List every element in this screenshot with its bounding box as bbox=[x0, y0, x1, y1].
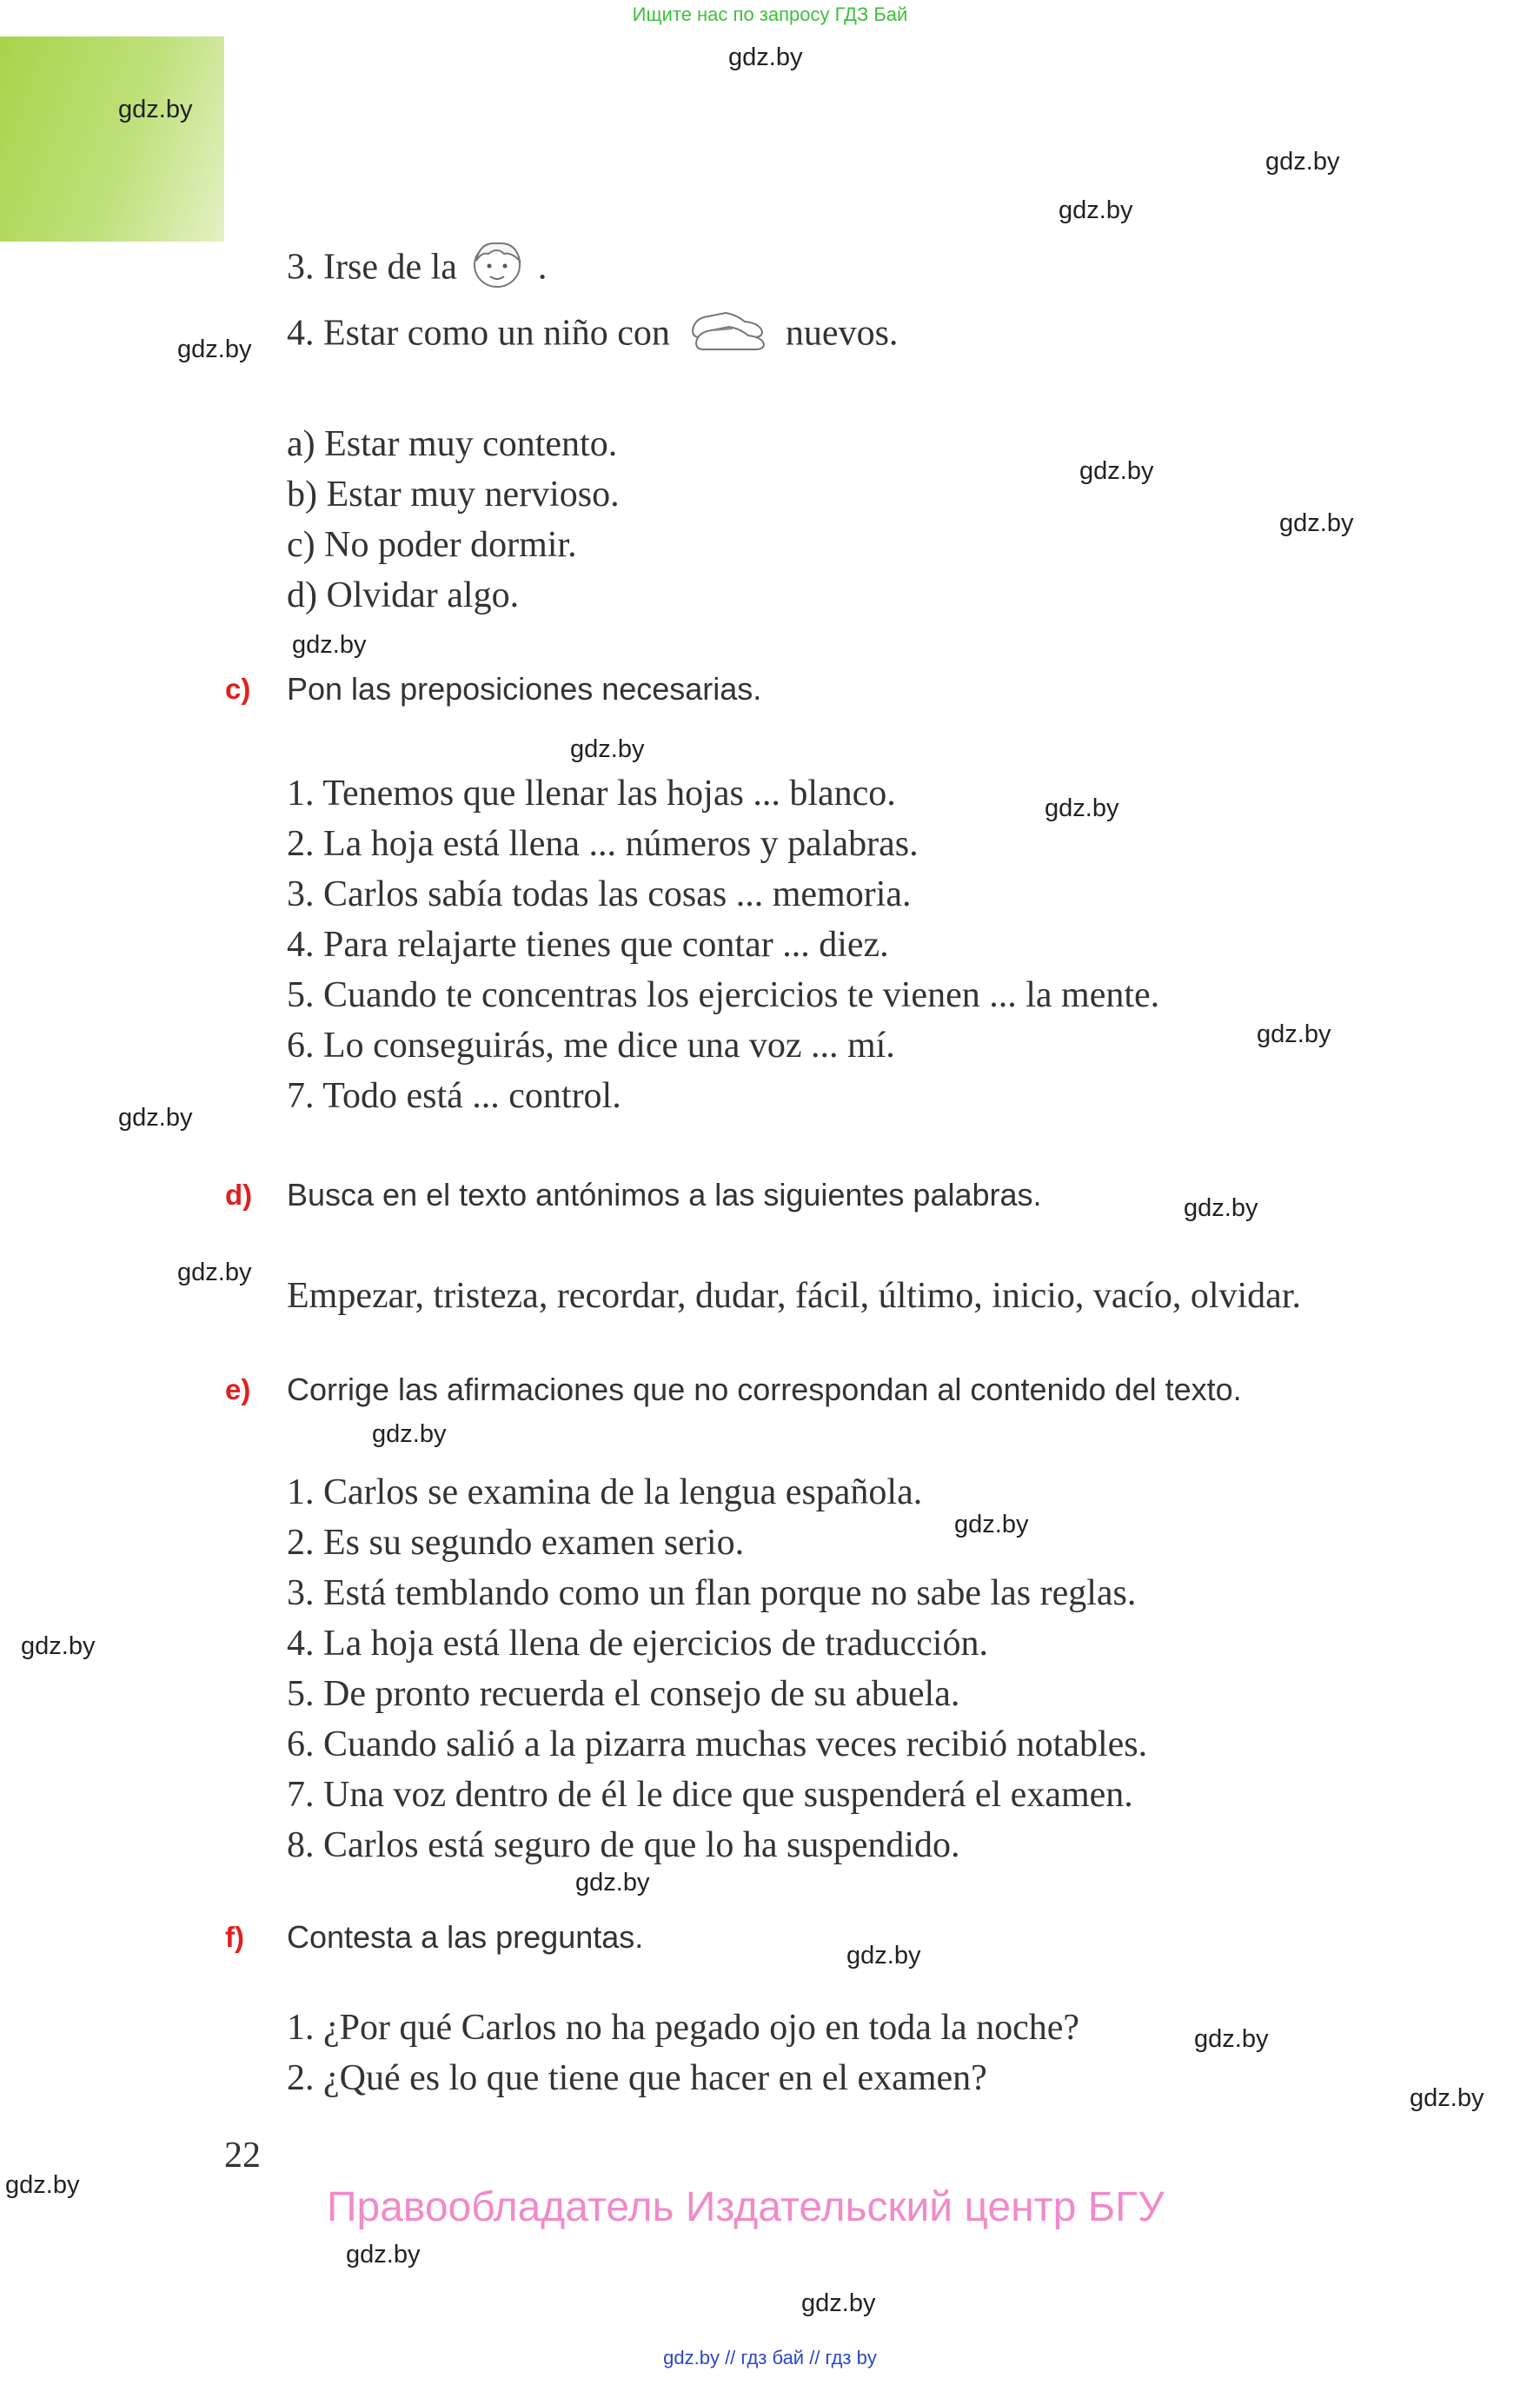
meaning-item: a) Estar muy contento. bbox=[287, 424, 618, 464]
watermark: gdz.by bbox=[177, 335, 252, 363]
list-item: 1. Carlos se examina de la lengua española. bbox=[287, 1472, 923, 1512]
watermark: gdz.by bbox=[1184, 1194, 1258, 1222]
watermark: gdz.by bbox=[1410, 2084, 1484, 2112]
section-d-letter: d) bbox=[225, 1179, 253, 1211]
idiom-3-end: . bbox=[537, 247, 548, 288]
section-f-letter: f) bbox=[225, 1921, 244, 1953]
section-d-words: Empezar, tristeza, recordar, dudar, fácil, último, inicio, vacío, olvidar. bbox=[287, 1276, 1301, 1316]
top-search-note: Ищите нас по запросу ГДЗ Бай bbox=[632, 3, 908, 25]
section-f-list bbox=[287, 2003, 1079, 2103]
watermark: gdz.by bbox=[292, 631, 367, 659]
watermark: gdz.by bbox=[346, 2241, 421, 2269]
copyright-note: Правообладатель Издательский центр БГУ bbox=[327, 2184, 1165, 2230]
face-icon bbox=[466, 236, 528, 304]
watermark: gdz.by bbox=[118, 96, 193, 123]
list-item: 8. Carlos está seguro de que lo ha suspendido. bbox=[287, 1825, 960, 1865]
idiom-item-3 bbox=[287, 236, 547, 304]
watermark: gdz.by bbox=[372, 1420, 447, 1448]
section-c-list bbox=[287, 768, 1159, 1121]
list-item: 2. La hoja está llena ... números y palabras. bbox=[287, 824, 919, 864]
idiom-4-end: nuevos. bbox=[785, 313, 899, 354]
watermark: gdz.by bbox=[1194, 2025, 1269, 2053]
bottom-links[interactable]: gdz.by // гдз бай // гдз by bbox=[663, 2347, 877, 2368]
list-item: 4. Para relajarte tienes que contar ... diez. bbox=[287, 925, 889, 965]
section-f-instruction: Contesta a las preguntas. bbox=[287, 1919, 644, 1955]
list-item: 3. Carlos sabía todas las cosas ... memoria. bbox=[287, 874, 912, 914]
watermark: gdz.by bbox=[1059, 196, 1133, 224]
list-item: 1. ¿Por qué Carlos no ha pegado ojo en toda la noche? bbox=[287, 2008, 1080, 2048]
list-item: 2. Es su segundo examen serio. bbox=[287, 1523, 745, 1563]
watermark: gdz.by bbox=[954, 1511, 1029, 1538]
green-corner-block bbox=[0, 37, 224, 242]
list-item: 2. ¿Qué es lo que tiene que hacer en el examen? bbox=[287, 2058, 987, 2098]
watermark: gdz.by bbox=[21, 1632, 96, 1660]
list-item: 7. Una voz dentro de él le dice que suspenderá el examen. bbox=[287, 1775, 1133, 1815]
list-item: 4. La hoja está llena de ejercicios de traducción. bbox=[287, 1624, 988, 1664]
watermark: gdz.by bbox=[5, 2171, 80, 2199]
list-item: 6. Lo conseguirás, me dice una voz ... mí. bbox=[287, 1026, 895, 1066]
watermark: gdz.by bbox=[1279, 509, 1354, 537]
section-d-instruction: Busca en el texto antónimos a las siguientes palabras. bbox=[287, 1177, 1042, 1212]
meaning-item: c) No poder dormir. bbox=[287, 525, 577, 565]
watermark: gdz.by bbox=[801, 2289, 876, 2317]
meanings-list bbox=[287, 419, 620, 621]
watermark: gdz.by bbox=[1045, 794, 1119, 822]
meaning-item: b) Estar muy nervioso. bbox=[287, 475, 620, 515]
watermark: gdz.by bbox=[1257, 1020, 1331, 1048]
section-e-instruction: Corrige las afirmaciones que no correspondan al contenido del texto. bbox=[287, 1372, 1242, 1407]
section-e-letter: e) bbox=[225, 1373, 251, 1405]
watermark: gdz.by bbox=[177, 1259, 252, 1286]
watermark: gdz.by bbox=[570, 735, 645, 763]
idiom-item-4 bbox=[287, 304, 898, 369]
page-number: 22 bbox=[224, 2136, 261, 2176]
list-item: 7. Todo está ... control. bbox=[287, 1076, 621, 1116]
watermark: gdz.by bbox=[846, 1942, 921, 1970]
watermark: gdz.by bbox=[728, 43, 803, 71]
shoes-icon bbox=[687, 304, 767, 369]
section-c-instruction: Pon las preposiciones necesarias. bbox=[287, 671, 762, 707]
list-item: 6. Cuando salió a la pizarra muchas veces recibió notables. bbox=[287, 1724, 1148, 1764]
section-c-letter: c) bbox=[225, 673, 251, 705]
watermark: gdz.by bbox=[575, 1869, 650, 1897]
watermark: gdz.by bbox=[1079, 457, 1154, 485]
watermark: gdz.by bbox=[118, 1104, 193, 1132]
watermark: gdz.by bbox=[1265, 148, 1340, 176]
meaning-item: d) Olvidar algo. bbox=[287, 575, 520, 615]
list-item: 5. Cuando te concentras los ejercicios te vienen ... la mente. bbox=[287, 975, 1160, 1015]
list-item: 1. Tenemos que llenar las hojas ... blanco. bbox=[287, 774, 896, 814]
list-item: 3. Está temblando como un flan porque no sabe las reglas. bbox=[287, 1573, 1137, 1613]
idiom-4-text: 4. Estar como un niño con bbox=[287, 313, 670, 354]
idiom-3-text: 3. Irse de la bbox=[287, 247, 457, 288]
list-item: 5. De pronto recuerda el consejo de su abuela. bbox=[287, 1674, 960, 1714]
